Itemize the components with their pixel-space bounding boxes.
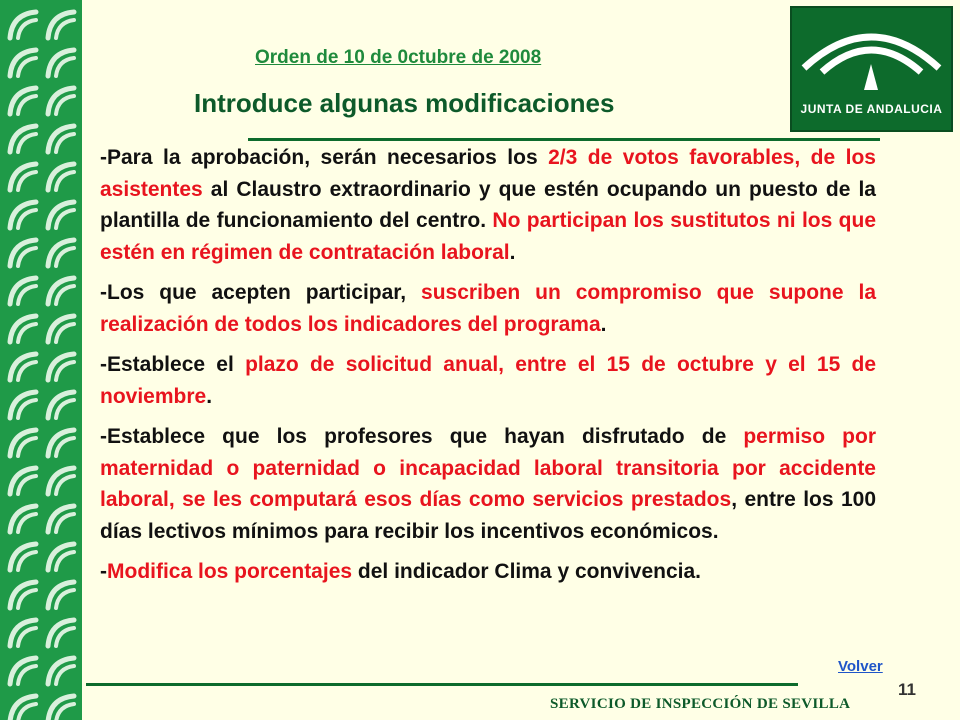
decorative-sidebar: [0, 0, 82, 720]
body-text: , entre los 100 días lectivos mínimos para recibir los incentivos económicos.: [100, 488, 876, 543]
highlight-text: plazo de solicitud anual, entre el 15 de octubre y el 15 de noviembre: [100, 353, 876, 408]
body-text: .: [600, 312, 607, 336]
body-text: -Para la aprobación, serán necesarios los: [100, 146, 549, 169]
top-divider: [248, 138, 880, 141]
paragraph: [100, 349, 876, 412]
body-text: al Claustro extraordinario y que estén ocupando un puesto de la plantilla de funcionamiento del centro.: [100, 177, 876, 232]
highlight-text: 2/3 de votos favorables, de los asistentes: [100, 146, 876, 201]
body-text: -Establece que los profesores que hayan disfrutado de: [100, 425, 744, 448]
body-text: .: [206, 384, 213, 408]
page-title: Introduce algunas modificaciones: [194, 88, 615, 118]
page-number: 11: [898, 680, 916, 699]
body-text: .: [509, 240, 516, 264]
order-title: Orden de 10 de 0ctubre de 2008: [255, 47, 542, 68]
bottom-divider: [86, 683, 798, 686]
paragraph: [100, 421, 876, 547]
footer-service: SERVICIO DE INSPECCIÓN DE SEVILLA: [550, 696, 851, 712]
highlight-text: permiso por maternidad o paternidad o incapacidad laboral transitoria por accidente laboral, se les computará esos días como servicios prestados: [100, 425, 876, 511]
paragraph: [100, 277, 876, 340]
paragraph: [100, 142, 876, 268]
body-text: -Los que acepten participar,: [100, 281, 422, 304]
logo-text: JUNTA DE ANDALUCIA: [800, 102, 943, 116]
paragraph: [100, 556, 876, 588]
junta-andalucia-logo: [790, 6, 953, 132]
highlight-text: Modifica los porcentajes: [107, 560, 353, 583]
body-text: -: [100, 560, 107, 583]
volver-link[interactable]: Volver: [838, 658, 883, 675]
swirl-pattern-icon: [0, 0, 82, 720]
highlight-text: No participan los sustitutos ni los que estén en régimen de contratación laboral: [100, 209, 876, 264]
highlight-text: suscriben un compromiso que supone la realización de todos los indicadores del programa: [100, 281, 876, 336]
body-text: del indicador Clima y convivencia.: [352, 560, 702, 583]
body-text: -Establece el: [100, 353, 246, 376]
body-content: [100, 142, 876, 597]
